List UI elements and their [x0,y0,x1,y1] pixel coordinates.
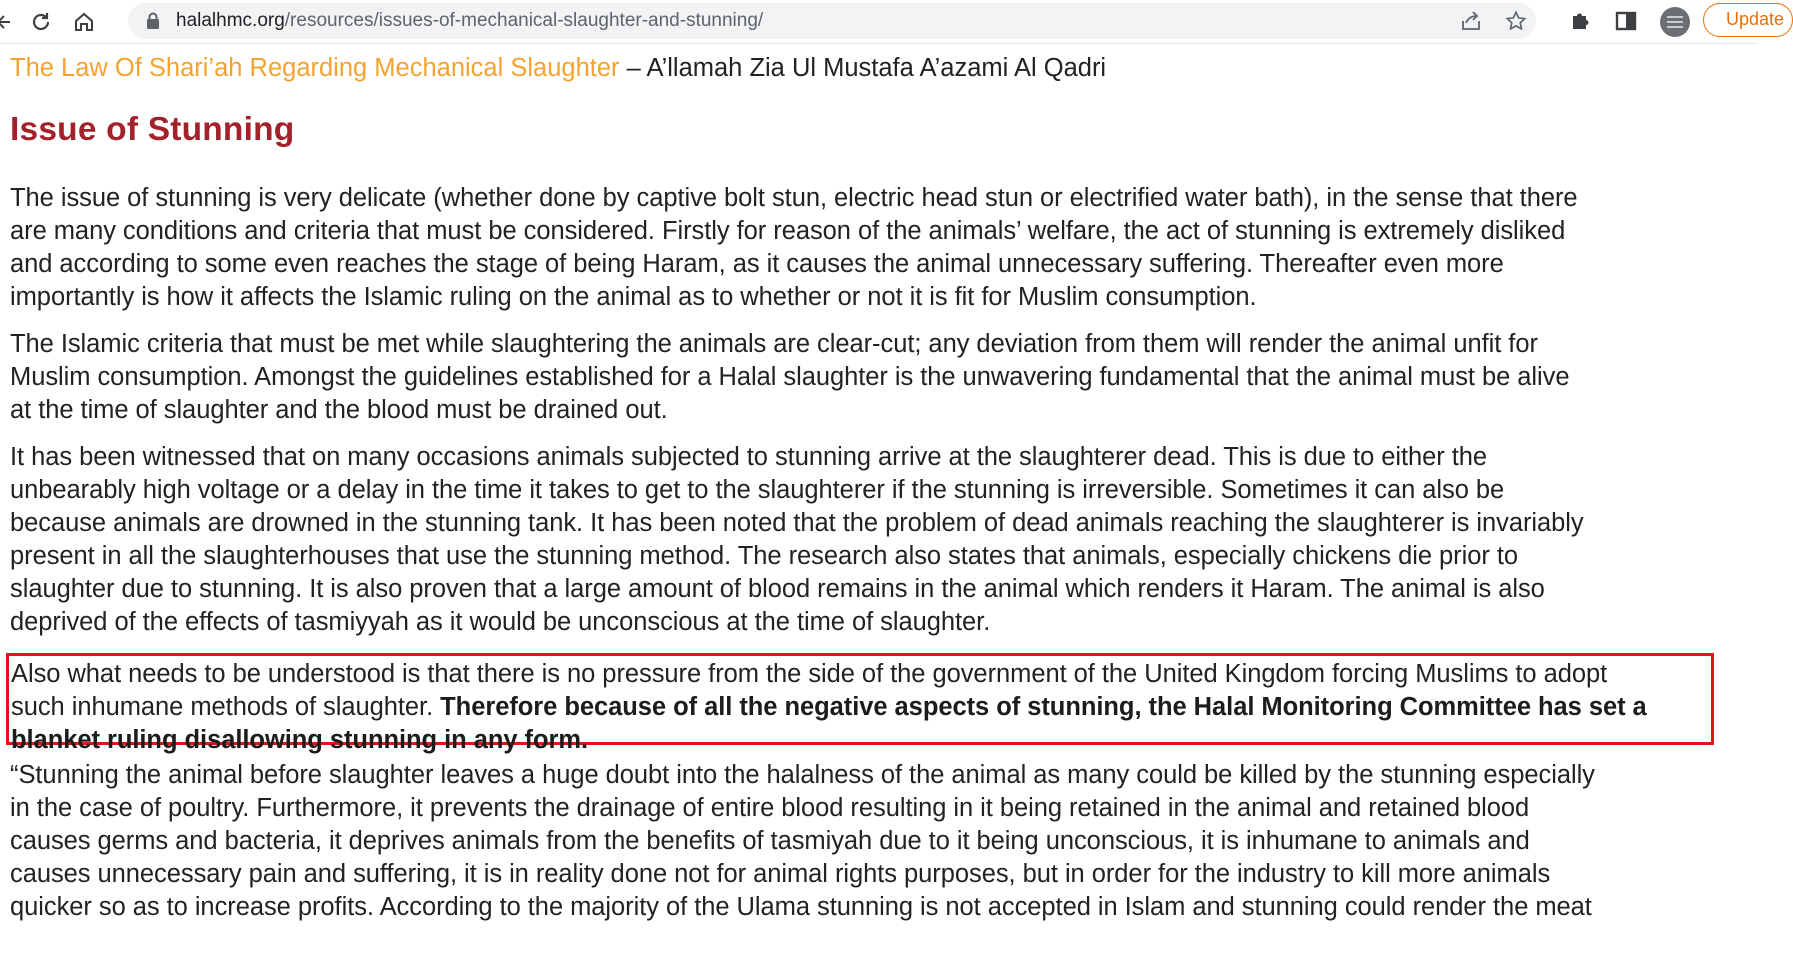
text-line: importantly is how it affects the Islamic ruling on the animal as to whether or not it is fit for Muslim consumption. [10,283,1257,311]
url-path: /resources/issues-of-mechanical-slaughter-and-stunning/ [284,10,764,31]
highlighted-paragraph [6,653,1714,754]
text-line: Also what needs to be understood is that there is no pressure from the side of the government of the United Kingdom forcing Muslims to adopt [11,660,1608,688]
puzzle-icon[interactable] [1567,8,1593,34]
text-line: slaughter due to stunning. It is also proven that a large amount of blood remains in the animal which renders it Haram. The animal is also [10,575,1545,603]
url-text[interactable] [176,10,763,32]
share-icon[interactable] [1458,8,1484,34]
paragraph-2 [10,328,1730,427]
text-line: and according to some even reaches the stage of being Haram, as it causes the animal unnecessary suffering. Thereafter even more [10,250,1504,278]
text-line: deprived of the effects of tasmiyyah as it would be unconscious at the time of slaughter. [10,608,991,636]
back-arrow-icon[interactable] [0,6,20,38]
text-line: at the time of slaughter and the blood must be drained out. [10,396,668,424]
text-line [11,724,1707,757]
text-line: are many conditions and criteria that must be considered. Firstly for reason of the animals’ welfare, the act of stunning is extremely disliked [10,217,1566,245]
plain-text: such inhumane methods of slaughter. [11,693,441,721]
source-author: – A’llamah Zia Ul Mustafa A’azami Al Qadri [619,54,1107,82]
paragraph-5 [10,759,1730,924]
text-line: causes germs and bacteria, it deprives animals from the benefits of tasmiyah due to it being unconscious, it is inhumane to animals and [10,827,1530,855]
browser-toolbar [0,0,1785,44]
star-icon[interactable] [1503,8,1529,34]
text-line: Muslim consumption. Amongst the guidelines established for a Halal slaughter is the unwavering fundamental that the animal must be alive [10,363,1570,391]
paragraph-1 [10,182,1730,314]
text-line: The issue of stunning is very delicate (whether done by captive bolt stun, electric head stun or electrified water bath), in the sense that there [10,184,1578,212]
update-button[interactable]: Update [1703,3,1793,37]
text-line: because animals are drowned in the stunning tank. It has been noted that the problem of dead animals reaching the slaughterer is invariably [10,509,1584,537]
section-heading: Issue of Stunning [10,111,295,148]
text-line [11,691,1707,724]
source-title-link[interactable]: The Law Of Shari’ah Regarding Mechanical Slaughter [10,54,620,82]
article [10,44,1730,924]
text-line: present in all the slaughterhouses that use the stunning method. The research also states that animals, especially chickens die prior to [10,542,1519,570]
text-line: quicker so as to increase profits. According to the majority of the Ulama stunning is not accepted in Islam and stunning could render the meat [10,893,1592,921]
side-panel-icon[interactable] [1613,8,1639,34]
source-citation [10,52,1730,84]
bold-ruling-text: Therefore because of all the negative aspects of stunning, the Halal Monitoring Committee has set a [440,693,1647,721]
bold-ruling-text: blanket ruling disallowing stunning in any form. [11,726,589,754]
text-line: The Islamic criteria that must be met while slaughtering the animals are clear-cut; any deviation from them will render the animal unfit for [10,330,1538,358]
text-line: causes unnecessary pain and suffering, it is in reality done not for animal rights purposes, but in order for the industry to kill more animals [10,860,1551,888]
home-icon[interactable] [68,6,100,38]
url-host: halalhmc.org [176,10,285,31]
text-line: unbearably high voltage or a delay in the time it takes to get to the slaughterer if the stunning is irreversible. Sometimes it can also be [10,476,1505,504]
text-line: in the case of poultry. Furthermore, it prevents the drainage of entire blood resulting in it being retained in the animal and retained blood [10,794,1530,822]
text-line: It has been witnessed that on many occasions animals subjected to stunning arrive at the slaughterer dead. This is due to either the [10,443,1488,471]
avatar[interactable] [1660,7,1690,37]
text-line: “Stunning the animal before slaughter leaves a huge doubt into the halalness of the animal as many could be killed by the stunning especially [10,761,1595,789]
paragraph-3 [10,441,1730,639]
reload-icon[interactable] [25,6,57,38]
lock-icon[interactable] [146,12,160,30]
